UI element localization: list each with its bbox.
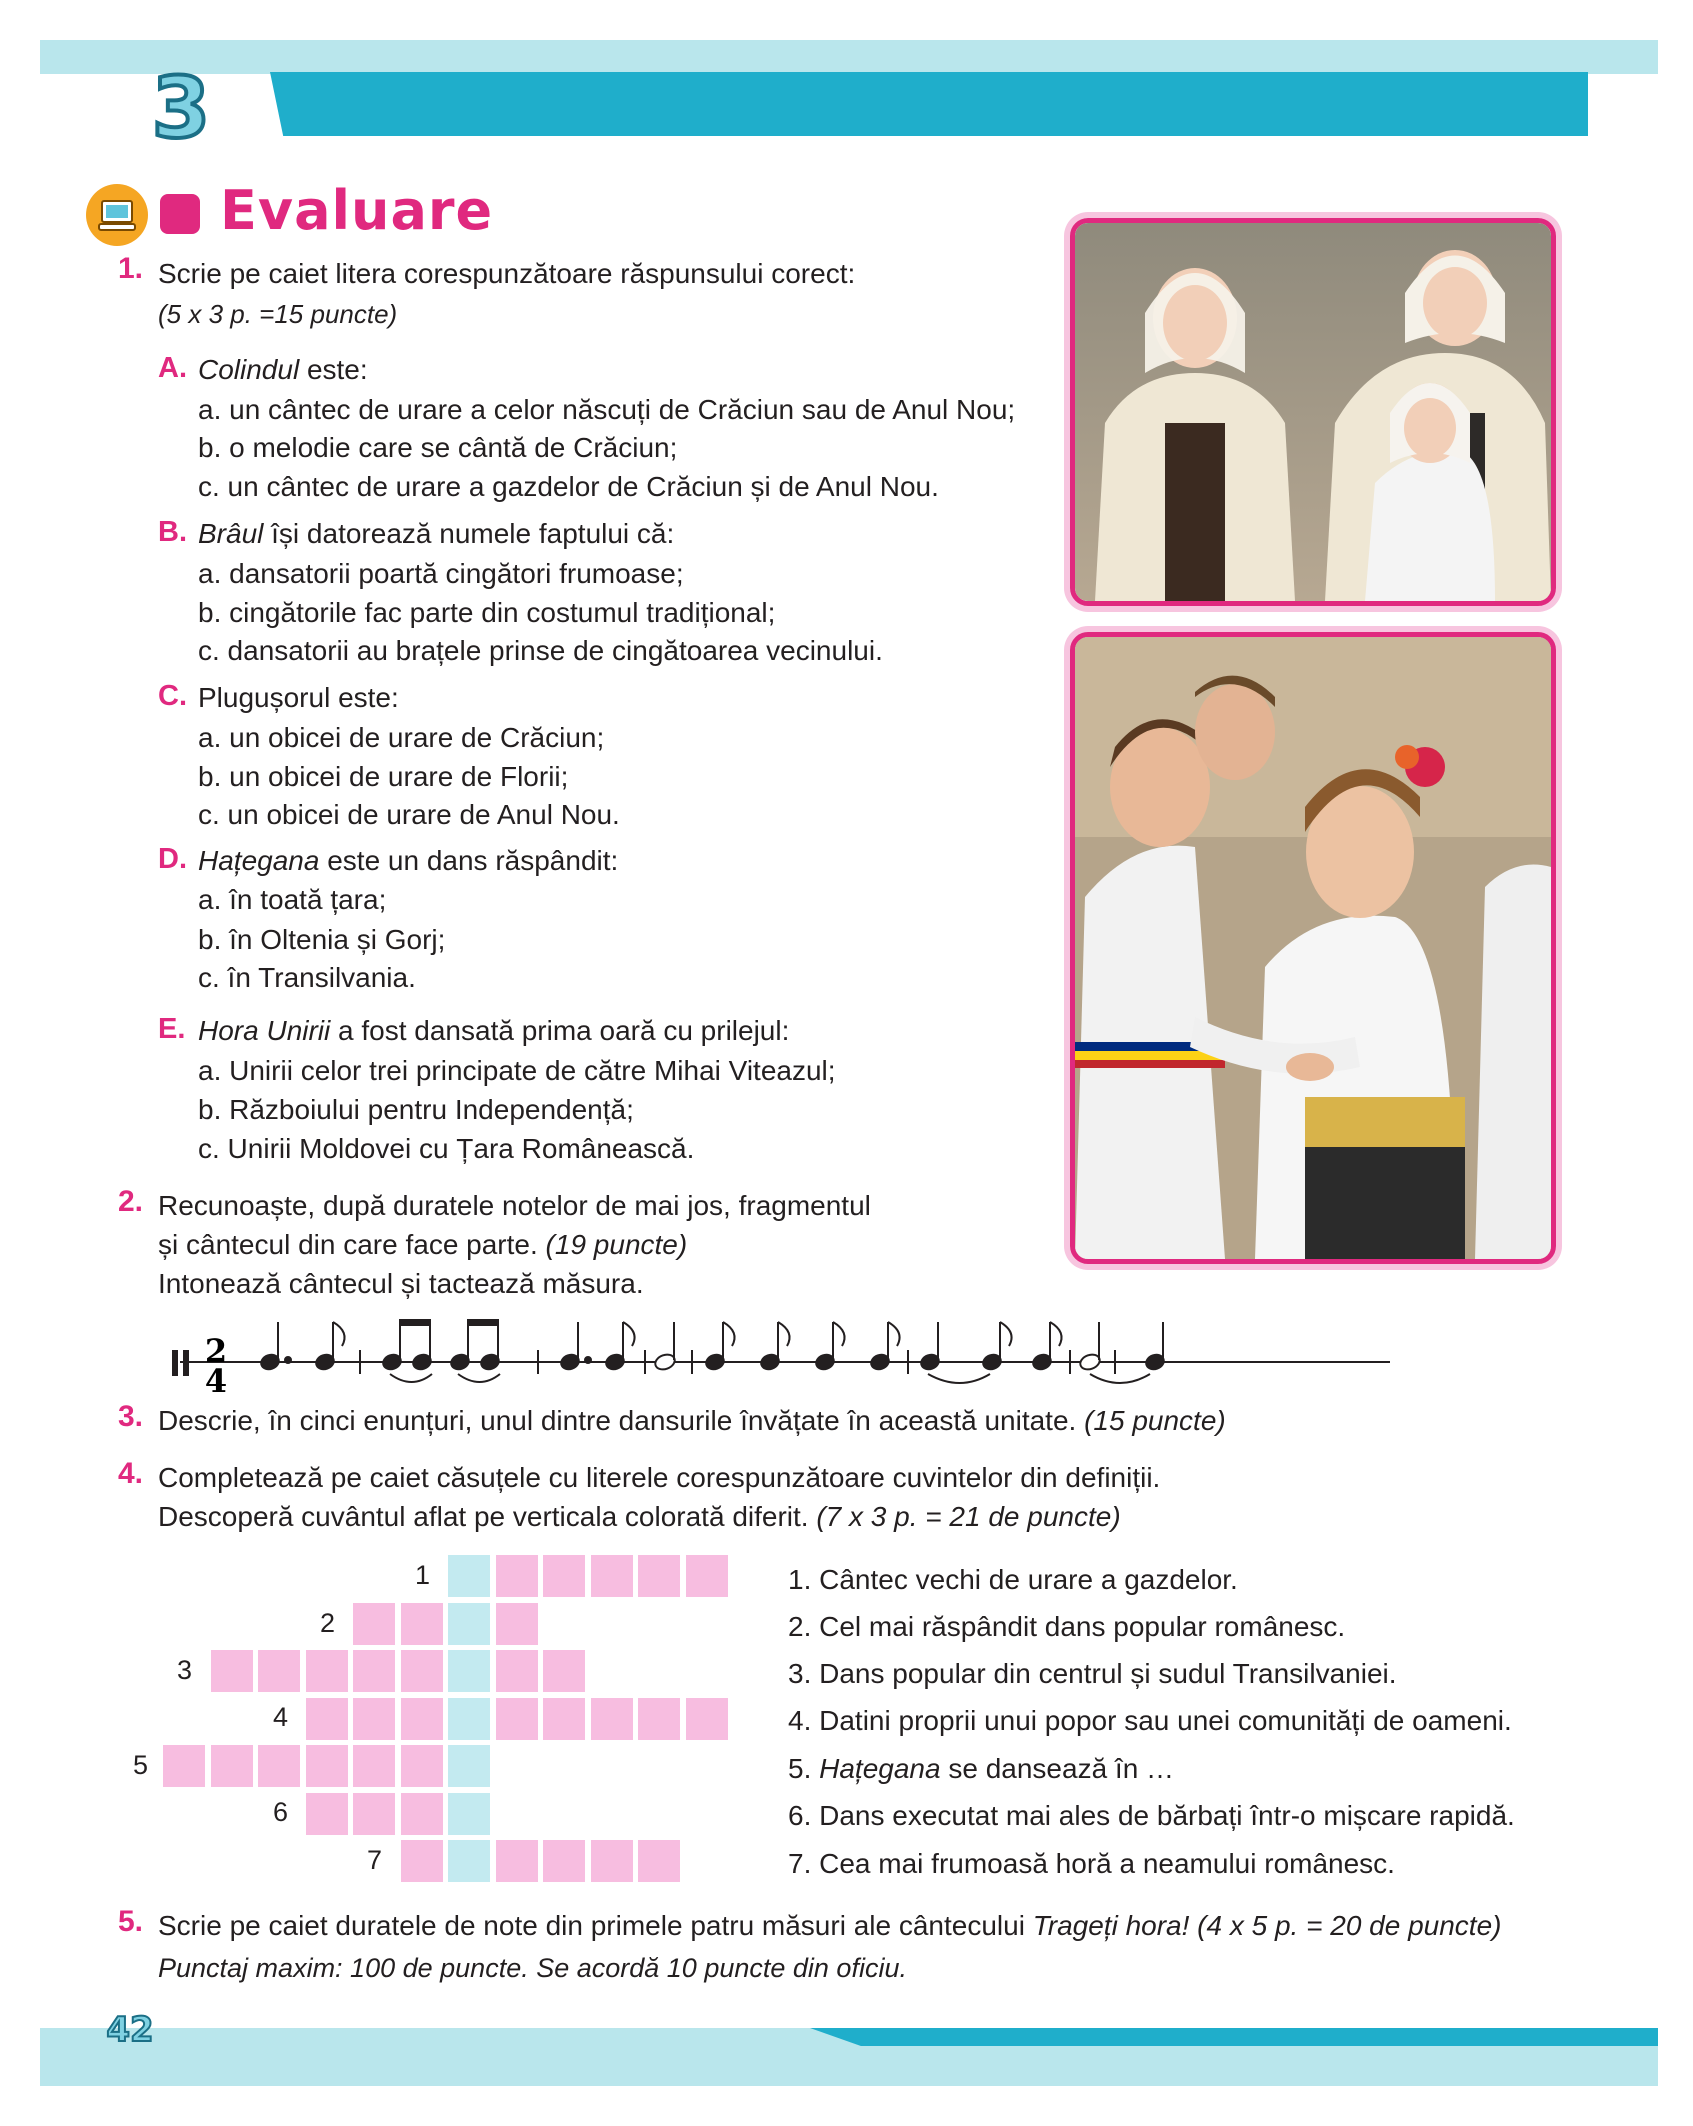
unit-badge	[122, 58, 240, 158]
q3-points: (15 puncte)	[1084, 1405, 1226, 1436]
crossword-cell	[638, 1698, 680, 1740]
q1-item-c-option-b: b. un obicei de urare de Florii;	[198, 761, 569, 792]
crossword-cell	[401, 1840, 443, 1882]
q1-item-b-term: Brâul	[198, 518, 264, 549]
q1-item-a-stem	[198, 350, 368, 390]
crossword-cell	[591, 1698, 633, 1740]
q2-line2	[158, 1225, 687, 1265]
q2-points: (19 puncte)	[545, 1229, 688, 1260]
q1-number: 1.	[118, 252, 144, 285]
crossword-cell	[401, 1698, 443, 1740]
crossword-key-cell	[448, 1840, 490, 1882]
crossword-key-cell	[448, 1650, 490, 1692]
crossword-cell	[353, 1603, 395, 1645]
q1-item-b-option-a: a. dansatorii poartă cingători frumoase;	[198, 558, 684, 589]
crossword-cell	[401, 1793, 443, 1835]
q1-points: (5 x 3 p. =15 puncte)	[158, 299, 398, 329]
crossword-cell	[353, 1793, 395, 1835]
q1-item-d-rest: este un dans răspândit:	[319, 845, 619, 876]
crossword-cell	[258, 1745, 300, 1787]
crossword-cell	[496, 1555, 538, 1597]
crossword-cell	[496, 1698, 538, 1740]
q5-line	[158, 1906, 1501, 1946]
crossword-row-label: 7	[366, 1845, 382, 1875]
q1-text: Scrie pe caiet litera corespunzătoare răspunsului corect:	[158, 258, 856, 289]
crossword-cell	[306, 1698, 348, 1740]
q1-item-b-letter: B.	[158, 516, 187, 548]
q1-item-d-option-a: a. în toată țara;	[198, 884, 387, 915]
crossword-cell	[496, 1650, 538, 1692]
footer-stripe	[810, 2028, 1658, 2046]
q1-item-e-letter: E.	[158, 1013, 186, 1045]
crossword-cell	[496, 1603, 538, 1645]
q5-note: Punctaj maxim: 100 de puncte. Se acordă 10 puncte din oficiu.	[158, 1953, 907, 1983]
definition-5-term: Hațegana	[819, 1753, 941, 1784]
q1-item-c-option-a: a. un obicei de urare de Crăciun;	[198, 722, 605, 753]
photo-girls-in-traditional-costume	[1070, 218, 1556, 606]
crossword-key-cell	[448, 1698, 490, 1740]
unit-number: 3	[151, 59, 211, 157]
page-number: 42	[106, 2010, 154, 2050]
crossword-cell	[543, 1840, 585, 1882]
q1-item-d-stem	[198, 841, 618, 881]
q5-points: (4 x 5 p. = 20 de puncte)	[1197, 1910, 1502, 1941]
definition-2: 2. Cel mai răspândit dans popular românesc.	[788, 1611, 1346, 1642]
crossword-cell	[686, 1555, 728, 1597]
crossword-cell	[211, 1650, 253, 1692]
crossword-key-cell	[448, 1555, 490, 1597]
crossword-cell	[638, 1840, 680, 1882]
crossword-key-cell	[448, 1603, 490, 1645]
crossword-cell	[591, 1840, 633, 1882]
q1-item-e-term: Hora Unirii	[198, 1015, 331, 1046]
time-signature-top: 2	[204, 1332, 228, 1370]
crossword-cell	[306, 1745, 348, 1787]
crossword-cell	[543, 1698, 585, 1740]
q1-item-d-option-b: b. în Oltenia și Gorj;	[198, 924, 446, 955]
q3-number: 3.	[118, 1400, 144, 1433]
q4-line2	[158, 1497, 1121, 1537]
crossword-cell	[591, 1555, 633, 1597]
definition-4: 4. Datini proprii unui popor sau unei comunități de oameni.	[788, 1705, 1512, 1736]
q4-points: (7 x 3 p. = 21 de puncte)	[816, 1501, 1121, 1532]
q3-line	[158, 1401, 1226, 1441]
section-marker	[160, 194, 200, 234]
q5-text: Scrie pe caiet duratele de note din primele patru măsuri ale cântecului	[158, 1910, 1025, 1941]
q1-item-c-rest: Plugușorul este:	[198, 682, 399, 713]
crossword-cell	[258, 1650, 300, 1692]
crossword-cell	[496, 1840, 538, 1882]
crossword-key-cell	[448, 1745, 490, 1787]
q4-line2-text: Descoperă cuvântul aflat pe verticala colorată diferit.	[158, 1501, 809, 1532]
crossword-cell	[543, 1650, 585, 1692]
q1-item-e-stem	[198, 1011, 789, 1051]
crossword-cell	[353, 1698, 395, 1740]
crossword-row-label: 4	[272, 1702, 288, 1732]
q5-number: 5.	[118, 1905, 144, 1938]
section-title: Evaluare	[220, 179, 494, 242]
crossword-cell	[306, 1793, 348, 1835]
crossword-cell	[163, 1745, 205, 1787]
q1-item-e-option-c: c. Unirii Moldovei cu Țara Românească.	[198, 1133, 695, 1164]
q1-item-a-option-b: b. o melodie care se cântă de Crăciun;	[198, 432, 678, 463]
crossword-row-label: 2	[319, 1608, 335, 1638]
q3-text: Descrie, în cinci enunțuri, unul dintre dansurile învățate în această unitate.	[158, 1405, 1077, 1436]
definition-3: 3. Dans popular din centrul și sudul Transilvaniei.	[788, 1658, 1397, 1689]
crossword-cell	[306, 1650, 348, 1692]
q1-item-b-option-b: b. cingătorile fac parte din costumul tradițional;	[198, 597, 776, 628]
q1-item-d-option-c: c. în Transilvania.	[198, 962, 416, 993]
definition-5	[788, 1749, 1174, 1789]
q2-number: 2.	[118, 1185, 144, 1218]
q1-item-e-option-b: b. Războiului pentru Independență;	[198, 1094, 634, 1125]
crossword-cell	[686, 1698, 728, 1740]
q1-item-c-option-c: c. un obicei de urare de Anul Nou.	[198, 799, 620, 830]
q4-number: 4.	[118, 1457, 144, 1490]
q1-item-c-letter: C.	[158, 680, 187, 712]
q1-item-a-option-a: a. un cântec de urare a celor născuți de Crăciun sau de Anul Nou;	[198, 394, 1016, 425]
q1-item-a-option-c: c. un cântec de urare a gazdelor de Crăciun și de Anul Nou.	[198, 471, 939, 502]
q4-line1: Completează pe caiet căsuțele cu literele corespunzătoare cuvintelor din definiții.	[158, 1462, 1161, 1493]
header-band	[40, 40, 1658, 74]
q1-item-e-option-a: a. Unirii celor trei principate de către Mihai Viteazul;	[198, 1055, 836, 1086]
q1-item-d-term: Hațegana	[198, 845, 320, 876]
crossword-cell	[401, 1650, 443, 1692]
definition-1: 1. Cântec vechi de urare a gazdelor.	[788, 1564, 1238, 1595]
crossword-cell	[401, 1745, 443, 1787]
q1-item-b-stem	[198, 514, 674, 554]
q2-line3: Intonează cântecul și tactează măsura.	[158, 1268, 644, 1299]
q1-item-a-letter: A.	[158, 352, 187, 384]
crossword-row-label: 5	[132, 1750, 148, 1780]
crossword-cell	[543, 1555, 585, 1597]
crossword-cell	[638, 1555, 680, 1597]
q1-item-c-stem	[198, 678, 399, 718]
q1-item-b-option-c: c. dansatorii au brațele prinse de cingătoarea vecinului.	[198, 635, 883, 666]
q2-line1: Recunoaște, după duratele notelor de mai jos, fragmentul	[158, 1190, 871, 1221]
q1-item-d-letter: D.	[158, 843, 187, 875]
q1-item-a-term: Colindul	[198, 354, 300, 385]
crossword-cell	[211, 1745, 253, 1787]
crossword-cell	[353, 1745, 395, 1787]
q2-line2-text: și cântecul din care face parte.	[158, 1229, 538, 1260]
q5-song: Trageți hora!	[1032, 1910, 1190, 1941]
crossword-cell	[353, 1650, 395, 1692]
definition-7: 7. Cea mai frumoasă horă a neamului românesc.	[788, 1848, 1395, 1879]
crossword-row-label: 1	[414, 1560, 430, 1590]
header-stripe	[270, 72, 1588, 136]
crossword-key-cell	[448, 1793, 490, 1835]
photo-children-dancing	[1070, 632, 1556, 1264]
definition-5-rest: se dansează în …	[940, 1753, 1175, 1784]
time-signature-bottom: 4	[204, 1362, 228, 1400]
crossword-row-label: 6	[272, 1797, 288, 1827]
rhythm-staff	[160, 1310, 1400, 1400]
q1-item-b-rest: își datorează numele faptului că:	[263, 518, 675, 549]
q1-item-a-rest: este:	[299, 354, 368, 385]
crossword-cell	[401, 1603, 443, 1645]
computer-icon	[86, 184, 148, 246]
crossword-row-label: 3	[176, 1655, 192, 1685]
definition-5-pre: 5.	[788, 1753, 820, 1784]
q1-item-e-rest: a fost dansată prima oară cu prilejul:	[330, 1015, 790, 1046]
definition-6: 6. Dans executat mai ales de bărbați într-o mișcare rapidă.	[788, 1800, 1515, 1831]
